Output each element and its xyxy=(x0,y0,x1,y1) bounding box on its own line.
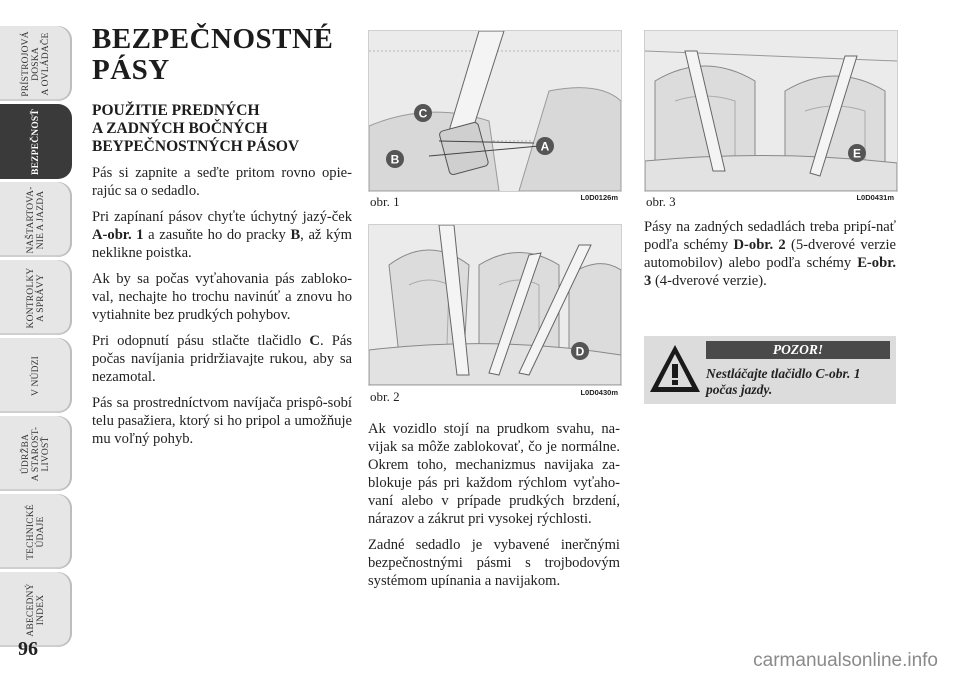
figure-1-caption: obr. 1 xyxy=(370,194,400,209)
tab-label: KONTROLKY A SPRÁVY xyxy=(26,267,46,328)
figure-ref: A-obr. 1 xyxy=(92,227,144,243)
text-run: (5-dverové verzie automobilov) alebo podľa schémy xyxy=(644,237,896,271)
chapter-tabs xyxy=(0,26,72,650)
callout-D: D xyxy=(575,344,585,359)
callout-E: E xyxy=(852,146,862,161)
paragraph xyxy=(644,218,896,290)
text-run: Pri zapínaní pásov chyťte úchytný jazý-ček xyxy=(92,209,352,225)
figure-ref: D-obr. 2 xyxy=(733,237,786,253)
page-title: BEZPEČNOSTNÉ PÁSY xyxy=(92,23,334,86)
callout-A: A xyxy=(540,139,550,154)
figure-2-callouts xyxy=(369,225,621,385)
tab-label: PRÍSTROJOVÁ DOSKA A OVLÁDAČE xyxy=(21,30,51,97)
figure-2-rear-seat-5door xyxy=(368,224,622,386)
text-run: Pri odopnutí pásu stlačte tlačidlo xyxy=(92,333,310,349)
watermark: carmanualsonline.info xyxy=(753,650,938,671)
column-3 xyxy=(644,218,896,298)
paragraph: Ak by sa počas vyťahovania pás zabloko-val, nechajte ho trochu navinúť a znovu ho vytiahnite bez prudkých pohybov. xyxy=(92,271,352,323)
text-run: Pásy na zadných sedadlách treba pripí-nať podľa schémy xyxy=(644,219,896,253)
figure-3-code: L0D0431m xyxy=(856,193,894,202)
paragraph: Pás sa prostredníctvom navíjača prispô-sobí telu pasažiera, ktorý si ho pripol a umožňuje mu voľný pohyb. xyxy=(92,395,352,447)
tab-label: BEZPEČNOSŤ xyxy=(31,108,41,175)
tab-nastartovanie[interactable] xyxy=(0,182,72,257)
page-number: 96 xyxy=(18,638,38,660)
paragraph: Zadné sedadlo je vybavené inerčnými bezpečnostnými pásmi s trojbodovým systémom upínania a navijakom. xyxy=(368,537,620,589)
tab-label: ABECEDNÝ INDEX xyxy=(26,582,46,637)
figure-ref: E-obr. 3 xyxy=(644,255,896,289)
paragraph xyxy=(92,208,352,262)
warning-triangle-icon xyxy=(648,342,702,396)
tab-pristrojova-doska[interactable] xyxy=(0,26,72,101)
tab-v-nudzi[interactable] xyxy=(0,338,72,413)
callout-C: C xyxy=(418,106,428,121)
figure-1-code: L0D0126m xyxy=(580,193,618,202)
paragraph xyxy=(92,332,352,386)
warning-box xyxy=(644,336,896,404)
text-run: a zasuňte ho do pracky xyxy=(143,227,291,243)
figure-1-seatbelt-buckle xyxy=(368,30,622,192)
paragraph: Pás si zapnite a seďte pritom rovno opie-rajúc sa o sedadlo. xyxy=(92,165,352,199)
figure-ref: C xyxy=(309,333,320,349)
tab-label: TECHNICKÉ ÚDAJE xyxy=(26,503,46,560)
figure-3-rear-seat-4door xyxy=(644,30,898,192)
body-text xyxy=(92,164,352,448)
tab-label: ÚDRŽBA A STAROST- LIVOSŤ xyxy=(21,426,51,481)
figure-2-code: L0D0430m xyxy=(580,388,618,397)
callout-B: B xyxy=(390,152,400,167)
figure-1-callouts xyxy=(369,31,621,191)
text-run: . Pás počas navíjania pridržiavajte rukou, aby sa nezamotal. xyxy=(92,333,352,385)
tab-udrzba[interactable] xyxy=(0,416,72,491)
figure-3-callouts xyxy=(645,31,897,191)
paragraph: Ak vozidlo stojí na prudkom svahu, na-vijak sa môže zablokovať, čo je normálne. Okrem toho, mechanizmus navijaka za-blokuje pás pri každom rýchlom vyťaho-vaní alebo v prípade prudkých brzdení, nárazov a zákrut pri vysokej rýchlosti. xyxy=(368,421,620,527)
figure-ref: B xyxy=(290,227,301,243)
tab-kontrolky[interactable] xyxy=(0,260,72,335)
section-heading: POUŽITIE PREDNÝCH A ZADNÝCH BOČNÝCH BEYPEČNOSTNÝCH PÁSOV xyxy=(92,102,300,155)
column-2 xyxy=(368,420,620,598)
figure-3-caption: obr. 3 xyxy=(646,194,676,209)
tab-technicke-udaje[interactable] xyxy=(0,494,72,569)
tab-bezpecnost[interactable] xyxy=(0,104,72,179)
tab-label: V NÚDZI xyxy=(31,355,41,396)
column-1 xyxy=(92,24,352,456)
text-run: (4-dverové verzie). xyxy=(651,273,767,289)
tab-abecedny-index[interactable] xyxy=(0,572,72,647)
text-run: , až kým neklikne poistka. xyxy=(92,227,352,261)
figure-2-caption: obr. 2 xyxy=(370,389,400,404)
tab-label: NAŠTARTOVA- NIE A JAZDA xyxy=(26,185,46,254)
warning-heading: POZOR! xyxy=(706,341,890,359)
warning-text: Nestláčajte tlačidlo C-obr. 1 počas jazdy. xyxy=(706,366,861,397)
